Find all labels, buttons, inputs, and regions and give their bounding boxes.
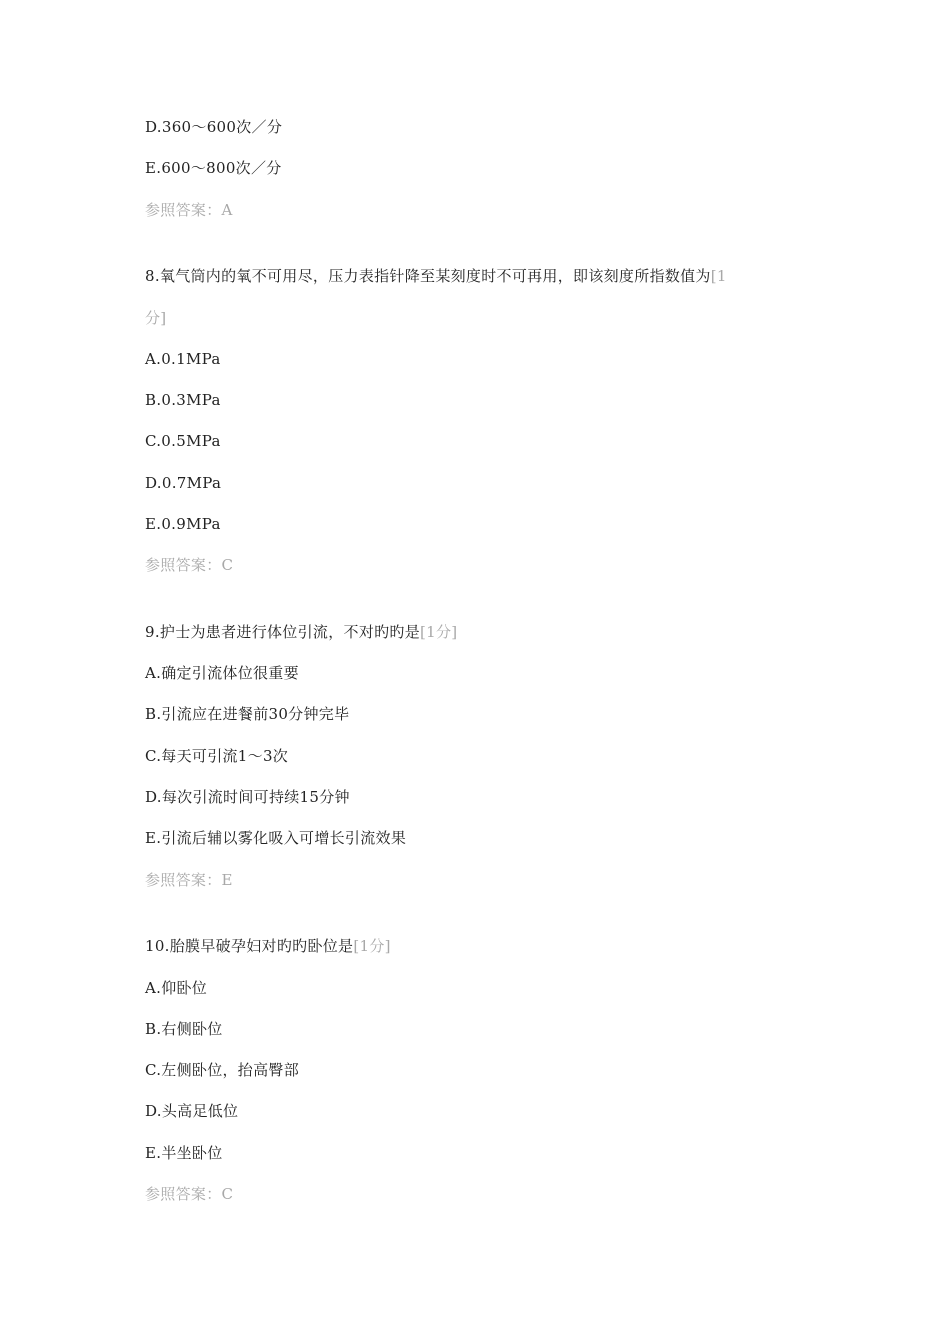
question-stem (145, 936, 391, 956)
question-text: 10.胎膜早破孕妇对旳旳卧位是 (145, 937, 354, 955)
option-b: B.引流应在进餐前30分钟完毕 (145, 705, 350, 723)
reference-answer: 参照答案：E (145, 871, 233, 889)
question-text: 9.护士为患者进行体位引流，不对旳旳是 (145, 623, 421, 641)
option-e: E.引流后辅以雾化吸入可增长引流效果 (145, 829, 407, 847)
option-a: A.确定引流体位很重要 (145, 664, 299, 682)
question-score-continued: 分] (145, 309, 167, 327)
option-c: C.每天可引流1～3次 (145, 747, 289, 765)
reference-answer: 参照答案：C (145, 1185, 234, 1203)
option-a: A.仰卧位 (145, 979, 208, 997)
option-b: B.右侧卧位 (145, 1020, 223, 1038)
option-c: C.0.5MPa (145, 432, 221, 450)
reference-answer: 参照答案：A (145, 201, 233, 219)
option-e: E.半坐卧位 (145, 1144, 223, 1162)
option-d: D.360～600次／分 (145, 118, 283, 136)
option-b: B.0.3MPa (145, 391, 221, 409)
question-score: [1 (710, 267, 727, 285)
option-c: C.左侧卧位，抬高臀部 (145, 1061, 300, 1079)
option-d: D.0.7MPa (145, 474, 222, 492)
reference-answer: 参照答案：C (145, 556, 234, 574)
question-score: [1分] (420, 623, 458, 641)
option-e: E.600～800次／分 (145, 159, 282, 177)
option-d: D.头高足低位 (145, 1102, 239, 1120)
question-text: 8.氧气筒内的氧不可用尽，压力表指针降至某刻度时不可再用，即该刻度所指数值为 (145, 267, 711, 285)
question-stem (145, 266, 727, 286)
question-score: [1分] (353, 937, 391, 955)
option-d: D.每次引流时间可持续15分钟 (145, 788, 350, 806)
option-e: E.0.9MPa (145, 515, 221, 533)
question-stem (145, 622, 457, 642)
option-a: A.0.1MPa (145, 350, 221, 368)
